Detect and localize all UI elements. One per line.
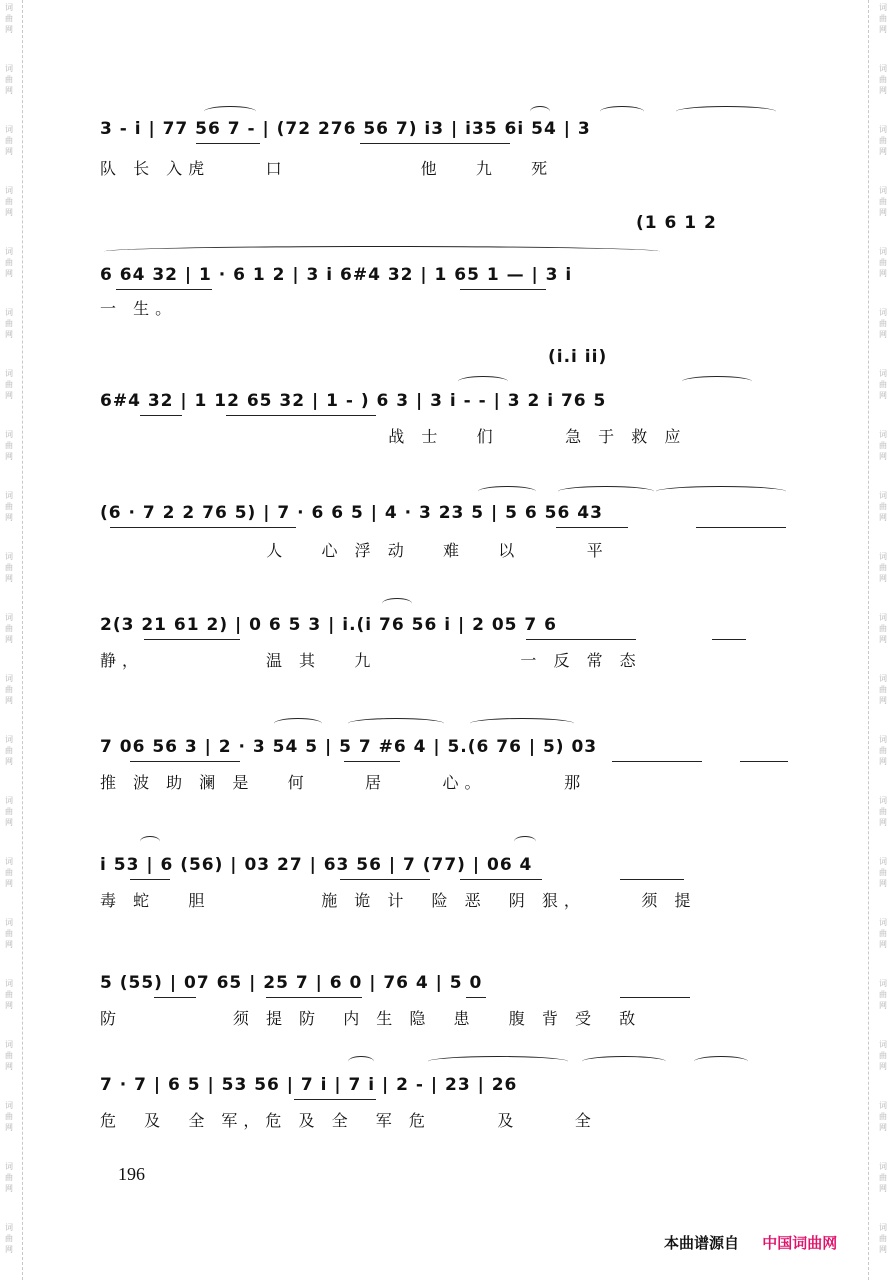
slur-mark xyxy=(656,486,786,497)
slur-mark xyxy=(558,486,654,497)
watermark-mark: 词 曲 网 xyxy=(5,918,13,949)
beam-underline xyxy=(620,997,690,998)
watermark-mark: 词 曲 网 xyxy=(5,674,13,705)
beam-underline xyxy=(196,143,260,144)
beam-underline xyxy=(340,879,430,880)
numbered-notation-line: i 53 | 6 (56) | 03 27 | 63 56 | 7 (77) | 06 4 xyxy=(100,855,533,875)
numbered-notation-line: 7 06 56 3 | 2 · 3 54 5 | 5 7 #6 4 | 5.(6 76 | 5) 03 xyxy=(100,737,598,757)
page-number: 196 xyxy=(118,1164,145,1184)
right-watermark-column xyxy=(876,0,890,1280)
beam-underline xyxy=(116,289,212,290)
watermark-mark: 词 曲 网 xyxy=(879,1040,887,1071)
left-watermark-column xyxy=(2,0,16,1280)
watermark-mark: 词 曲 网 xyxy=(5,796,13,827)
lyrics-line: 静， 温 其 九 一 反 常 态 xyxy=(100,651,642,670)
watermark-mark: 词 曲 网 xyxy=(879,64,887,95)
slur-mark xyxy=(694,1056,748,1067)
watermark-mark: 词 曲 网 xyxy=(5,1223,13,1254)
watermark-mark: 词 曲 网 xyxy=(879,1101,887,1132)
beam-underline xyxy=(110,527,296,528)
watermark-mark: 词 曲 网 xyxy=(879,430,887,461)
source-footer xyxy=(664,1232,837,1253)
watermark-mark: 词 曲 网 xyxy=(879,674,887,705)
right-margin-line xyxy=(868,0,869,1280)
numbered-notation-line: (6 · 7 2 2 76 5) | 7 · 6 6 5 | 4 · 3 23 5 | 5 6 56 43 xyxy=(100,503,603,523)
watermark-mark: 词 曲 网 xyxy=(5,1162,13,1193)
watermark-mark: 词 曲 网 xyxy=(5,186,13,217)
slur-mark xyxy=(140,836,160,847)
beam-underline xyxy=(712,639,746,640)
watermark-mark: 词 曲 网 xyxy=(5,3,13,34)
numbered-notation-line: 6 64 32 | 1 · 6 1 2 | 3 i 6#4 32 | 1 65 1 — | 3 i xyxy=(100,265,573,285)
slur-mark xyxy=(478,486,536,497)
watermark-mark: 词 曲 网 xyxy=(879,918,887,949)
lyrics-line: 推 波 助 澜 是 何 居 心。 那 xyxy=(100,773,587,792)
watermark-mark: 词 曲 网 xyxy=(879,369,887,400)
watermark-mark: 词 曲 网 xyxy=(879,186,887,217)
beam-underline xyxy=(556,527,628,528)
lyrics-line: 毒 蛇 胆 施 诡 计 险 恶 阴 狠， 须 提 xyxy=(100,891,697,910)
beam-underline xyxy=(620,879,684,880)
beam-underline xyxy=(466,997,486,998)
watermark-mark: 词 曲 网 xyxy=(879,796,887,827)
lyrics-line: 战 士 们 急 于 救 应 xyxy=(100,427,687,446)
slur-mark xyxy=(514,836,536,847)
slur-mark xyxy=(274,718,322,729)
beam-underline xyxy=(130,761,240,762)
slur-mark xyxy=(382,598,412,609)
watermark-mark: 词 曲 网 xyxy=(879,979,887,1010)
beam-underline xyxy=(154,997,196,998)
beam-underline xyxy=(294,1099,376,1100)
watermark-mark: 词 曲 网 xyxy=(5,64,13,95)
watermark-mark: 词 曲 网 xyxy=(5,247,13,278)
watermark-mark: 词 曲 网 xyxy=(879,735,887,766)
watermark-mark: 词 曲 网 xyxy=(879,1223,887,1254)
slur-mark xyxy=(682,376,752,387)
lyrics-line: 队 长 入虎 口 他 九 死 xyxy=(100,159,554,178)
numbered-notation-line: 6#4 32 | 1 12 65 32 | 1 - ) 6 3 | 3 i - - | 3 2 i 76 5 xyxy=(100,391,607,411)
watermark-mark: 词 曲 网 xyxy=(879,552,887,583)
slur-mark xyxy=(600,106,644,117)
watermark-mark: 词 曲 网 xyxy=(5,369,13,400)
watermark-mark: 词 曲 网 xyxy=(879,1162,887,1193)
system-pickup-text: (i.i ii) xyxy=(548,347,608,367)
numbered-notation-line: 2(3 21 61 2) | 0 6 5 3 | i.(i 76 56 i | 2 05 7 6 xyxy=(100,615,557,635)
watermark-mark: 词 曲 网 xyxy=(879,857,887,888)
slur-mark xyxy=(348,718,444,729)
numbered-notation-line: 5 (55) | 07 65 | 25 7 | 6 0 | 76 4 | 5 0 xyxy=(100,973,483,993)
watermark-mark: 词 曲 网 xyxy=(879,491,887,522)
slur-mark xyxy=(470,718,574,729)
watermark-mark: 词 曲 网 xyxy=(5,857,13,888)
watermark-mark: 词 曲 网 xyxy=(879,247,887,278)
watermark-mark: 词 曲 网 xyxy=(5,308,13,339)
watermark-mark: 词 曲 网 xyxy=(879,613,887,644)
numbered-notation-line: 7 · 7 | 6 5 | 53 56 | 7 i | 7 i | 2 - | 23 | 26 xyxy=(100,1075,518,1095)
slur-mark xyxy=(204,106,256,117)
numbered-notation-line: 3 - i | 77 56 7 - | (72 276 56 7) i3 | i35 6i 54 | 3 xyxy=(100,119,591,139)
beam-underline xyxy=(130,879,170,880)
watermark-mark: 词 曲 网 xyxy=(5,552,13,583)
slur-mark xyxy=(104,246,660,257)
beam-underline xyxy=(266,997,362,998)
beam-underline xyxy=(144,639,240,640)
watermark-mark: 词 曲 网 xyxy=(5,125,13,156)
system-pickup-text: (1 6 1 2 xyxy=(636,213,717,233)
watermark-mark: 词 曲 网 xyxy=(5,735,13,766)
beam-underline xyxy=(740,761,788,762)
beam-underline xyxy=(460,289,546,290)
lyrics-line: 防 须 提 防 内 生 隐 患 腹 背 受 敌 xyxy=(100,1009,642,1028)
lyrics-line: 人 心 浮 动 难 以 平 xyxy=(100,541,609,560)
beam-underline xyxy=(460,879,542,880)
watermark-mark: 词 曲 网 xyxy=(5,1101,13,1132)
slur-mark xyxy=(348,1056,374,1067)
watermark-mark: 词 曲 网 xyxy=(879,3,887,34)
watermark-mark: 词 曲 网 xyxy=(5,613,13,644)
lyrics-line: 危 及 全 军，危 及 全 军 危 及 全 xyxy=(100,1111,597,1130)
beam-underline xyxy=(226,415,376,416)
slur-mark xyxy=(530,106,550,117)
beam-underline xyxy=(526,639,636,640)
watermark-mark: 词 曲 网 xyxy=(879,308,887,339)
watermark-mark: 词 曲 网 xyxy=(5,1040,13,1071)
slur-mark xyxy=(676,106,776,117)
left-margin-line xyxy=(22,0,23,1280)
slur-mark xyxy=(428,1056,568,1067)
watermark-mark: 词 曲 网 xyxy=(879,125,887,156)
watermark-mark: 词 曲 网 xyxy=(5,979,13,1010)
beam-underline xyxy=(360,143,510,144)
beam-underline xyxy=(344,761,400,762)
source-site-link[interactable]: 中国词曲网 xyxy=(762,1234,838,1252)
lyrics-line: 一 生。 xyxy=(100,299,178,318)
beam-underline xyxy=(140,415,182,416)
slur-mark xyxy=(582,1056,666,1067)
watermark-mark: 词 曲 网 xyxy=(5,491,13,522)
beam-underline xyxy=(612,761,702,762)
watermark-mark: 词 曲 网 xyxy=(5,430,13,461)
beam-underline xyxy=(696,527,786,528)
source-label: 本曲谱源自 xyxy=(664,1234,740,1252)
slur-mark xyxy=(458,376,508,387)
